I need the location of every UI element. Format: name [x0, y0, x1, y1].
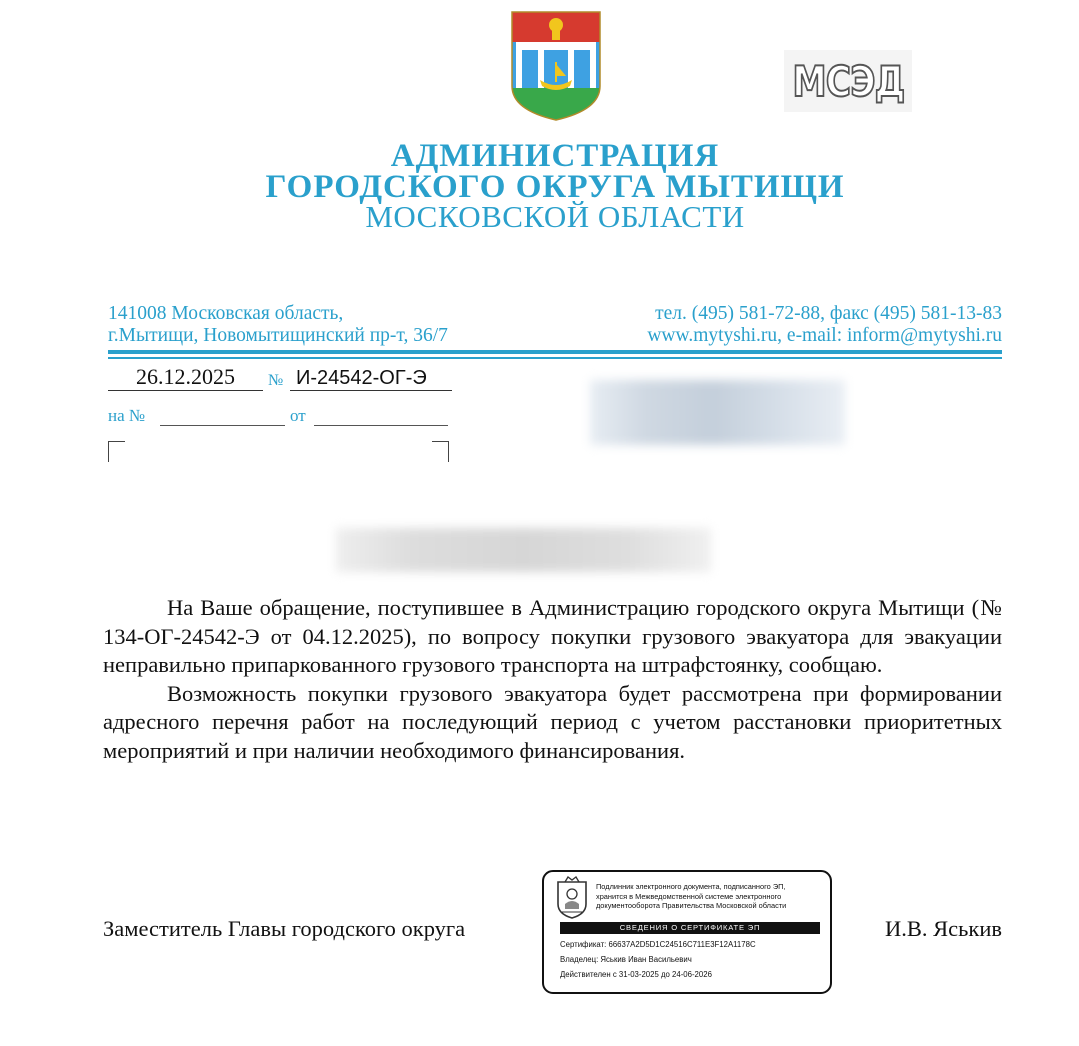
- letterhead-rule-thick: [108, 350, 1002, 354]
- msed-logo: МСЭД: [784, 50, 912, 112]
- reference-number-blank: [160, 425, 285, 426]
- letterhead-rule-thin: [108, 357, 1002, 359]
- e-signature-header: СВЕДЕНИЯ О СЕРТИФИКАТЕ ЭП: [560, 922, 820, 934]
- e-signature-note: [596, 882, 832, 911]
- org-title-line1: АДМИНИСТРАЦИЯ: [390, 138, 720, 174]
- signatory-position: Заместитель Главы городского округа: [103, 916, 466, 941]
- reference-date-label: от: [290, 406, 306, 425]
- phone-fax: тел. (495) 581-72-88, факс (495) 581-13-83: [655, 303, 1002, 324]
- body-paragraph-2: Возможность покупки грузового эвакуатора будет рассмотрена при формировании адресного перечня работ на последующий период с учетом расстановки приоритетных мероприятий и при наличии необходимого финансирования.: [103, 680, 1002, 763]
- postal-address-line1: 141008 Московская область,: [108, 303, 344, 324]
- redacted-salutation: [336, 528, 711, 572]
- certificate-owner: Владелец: Яськив Иван Васильевич: [560, 955, 692, 964]
- letter-body: [103, 594, 1002, 765]
- registration-number: И-24542-ОГ-Э: [290, 366, 452, 391]
- e-signature-note-line3: документооборота Правительства Московской области: [596, 901, 787, 910]
- e-signature-note-line2: хранится в Межведомственной системе электронного: [596, 891, 782, 901]
- registration-number-label: №: [268, 372, 284, 389]
- signatory-name: И.В. Яськив: [885, 916, 1002, 941]
- reference-date-blank: [314, 425, 448, 426]
- coat-of-arms-icon: [510, 10, 602, 122]
- certificate-validity: Действителен с 31-03-2025 до 24-06-2026: [560, 970, 712, 979]
- org-title-line2: ГОРОДСКОГО ОКРУГА МЫТИЩИ: [265, 169, 845, 205]
- redacted-addressee: [590, 380, 845, 445]
- moscow-oblast-emblem-icon: [554, 876, 590, 920]
- e-signature-note-line1: Подлинник электронного документа, подписанного ЭП,: [596, 882, 786, 891]
- postal-address-line2: г.Мытищи, Новомытищинский пр-т, 36/7: [108, 325, 448, 346]
- addressee-corner-left: [108, 441, 125, 462]
- body-paragraph-1: На Ваше обращение, поступившее в Администрацию городского округа Мытищи (№ 134-ОГ-24542-Э от 04.12.2025), по вопросу покупки грузового эвакуатора для эвакуации неправильно припаркованного грузового транспорта на штрафстоянку, сообщаю.: [103, 595, 1002, 677]
- reference-number-label: на №: [108, 406, 146, 425]
- addressee-corner-right: [432, 441, 449, 462]
- org-title-line3: МОСКОВСКОЙ ОБЛАСТИ: [365, 199, 745, 234]
- website-email: www.mytyshi.ru, e-mail: inform@mytyshi.ru: [647, 325, 1002, 346]
- e-signature-stamp: [542, 870, 832, 994]
- registration-date: 26.12.2025: [108, 364, 263, 391]
- certificate-number: Сертификат: 66637A2D5D1C24516C711E3F12A1178C: [560, 940, 756, 949]
